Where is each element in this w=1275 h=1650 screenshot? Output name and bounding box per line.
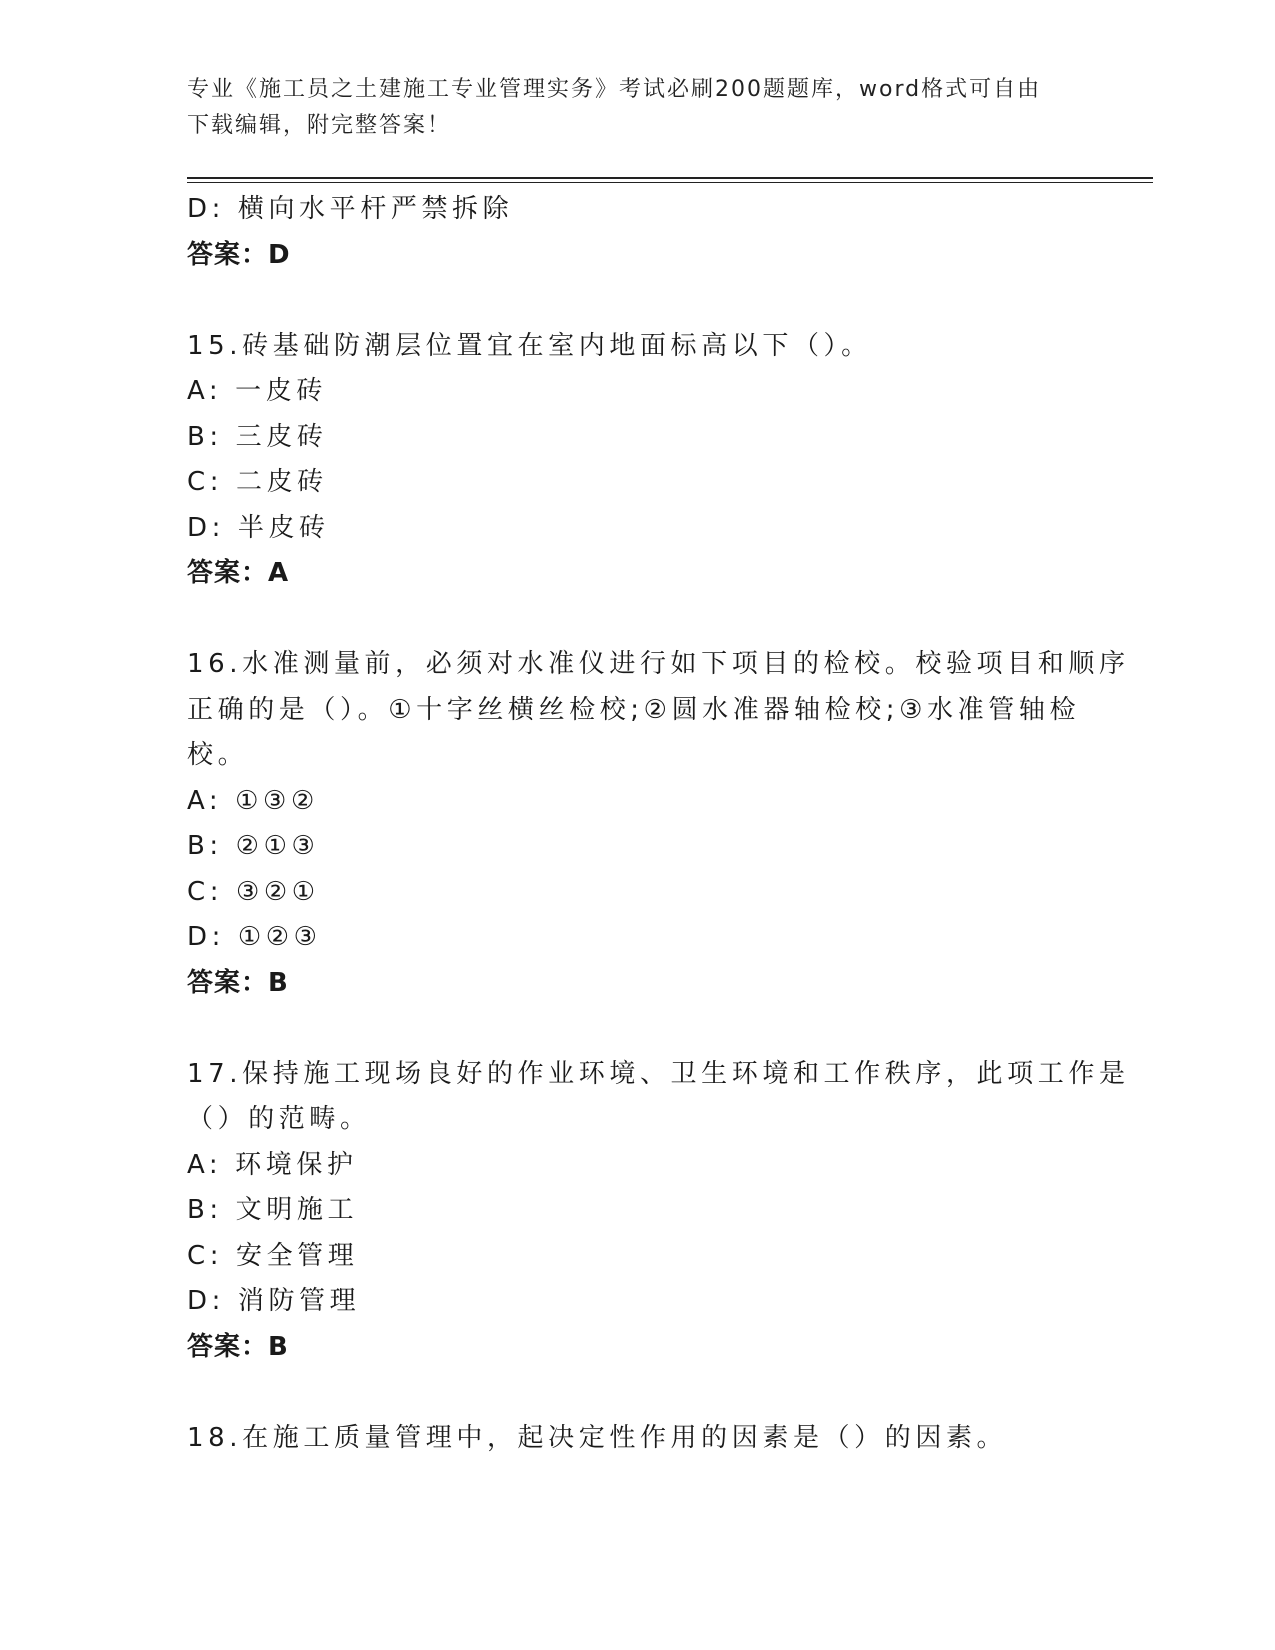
answer: 答案：D xyxy=(187,239,291,270)
question-stem-line-2: 正确的是（）。①十字丝横丝检校;②圆水准器轴检校;③水准管轴检 xyxy=(187,694,1081,725)
spacer xyxy=(187,1006,1087,1052)
question-17 xyxy=(187,1052,1130,1371)
question-16 xyxy=(187,642,1130,1006)
header-line-1: 专业《施工员之土建施工专业管理实务》考试必刷200题题库，word格式可自由 xyxy=(187,77,1042,102)
option-a: A: 环境保护 xyxy=(187,1149,358,1180)
option-d: D: 横向水平杆严禁拆除 xyxy=(187,194,514,224)
question-stem: 18.在施工质量管理中，起决定性作用的因素是（）的因素。 xyxy=(187,1422,1008,1453)
header-rule-thin xyxy=(187,182,1153,183)
option-d: D: 消防管理 xyxy=(187,1286,361,1316)
answer: 答案：A xyxy=(187,558,290,588)
option-c: C: 二皮砖 xyxy=(187,467,328,497)
spacer xyxy=(187,597,1087,643)
option-d: D: ①②③ xyxy=(187,922,322,952)
option-b: B: ②①③ xyxy=(187,831,320,861)
page-header xyxy=(187,72,1067,144)
answer: 答案：B xyxy=(187,1331,289,1362)
answer: 答案：B xyxy=(187,967,289,998)
question-stem-line-3: 校。 xyxy=(187,740,249,770)
option-c: C: 安全管理 xyxy=(187,1240,359,1271)
question-stem: 15.砖基础防潮层位置宜在室内地面标高以下（）。 xyxy=(187,330,872,361)
option-a: A: ①③② xyxy=(187,785,319,816)
question-stem-line-2: （）的范畴。 xyxy=(187,1104,371,1134)
spacer xyxy=(187,1370,1087,1416)
question-list xyxy=(187,187,1130,1461)
question-14-tail xyxy=(187,187,1087,278)
header-line-2: 下载编辑，附完整答案！ xyxy=(187,113,452,138)
option-b: B: 文明施工 xyxy=(187,1195,359,1225)
question-stem-line-1: 16.水准测量前，必须对水准仪进行如下项目的检校。校验项目和顺序 xyxy=(187,649,1130,679)
option-d: D: 半皮砖 xyxy=(187,512,330,543)
option-b: B: 三皮砖 xyxy=(187,421,328,452)
question-15 xyxy=(187,324,1087,597)
question-18 xyxy=(187,1416,1087,1462)
question-stem-line-1: 17.保持施工现场良好的作业环境、卫生环境和工作秩序，此项工作是 xyxy=(187,1058,1130,1089)
option-a: A: 一皮砖 xyxy=(187,376,327,406)
header-rule-thick xyxy=(187,177,1153,179)
option-c: C: ③②① xyxy=(187,876,320,907)
spacer xyxy=(187,278,1087,324)
